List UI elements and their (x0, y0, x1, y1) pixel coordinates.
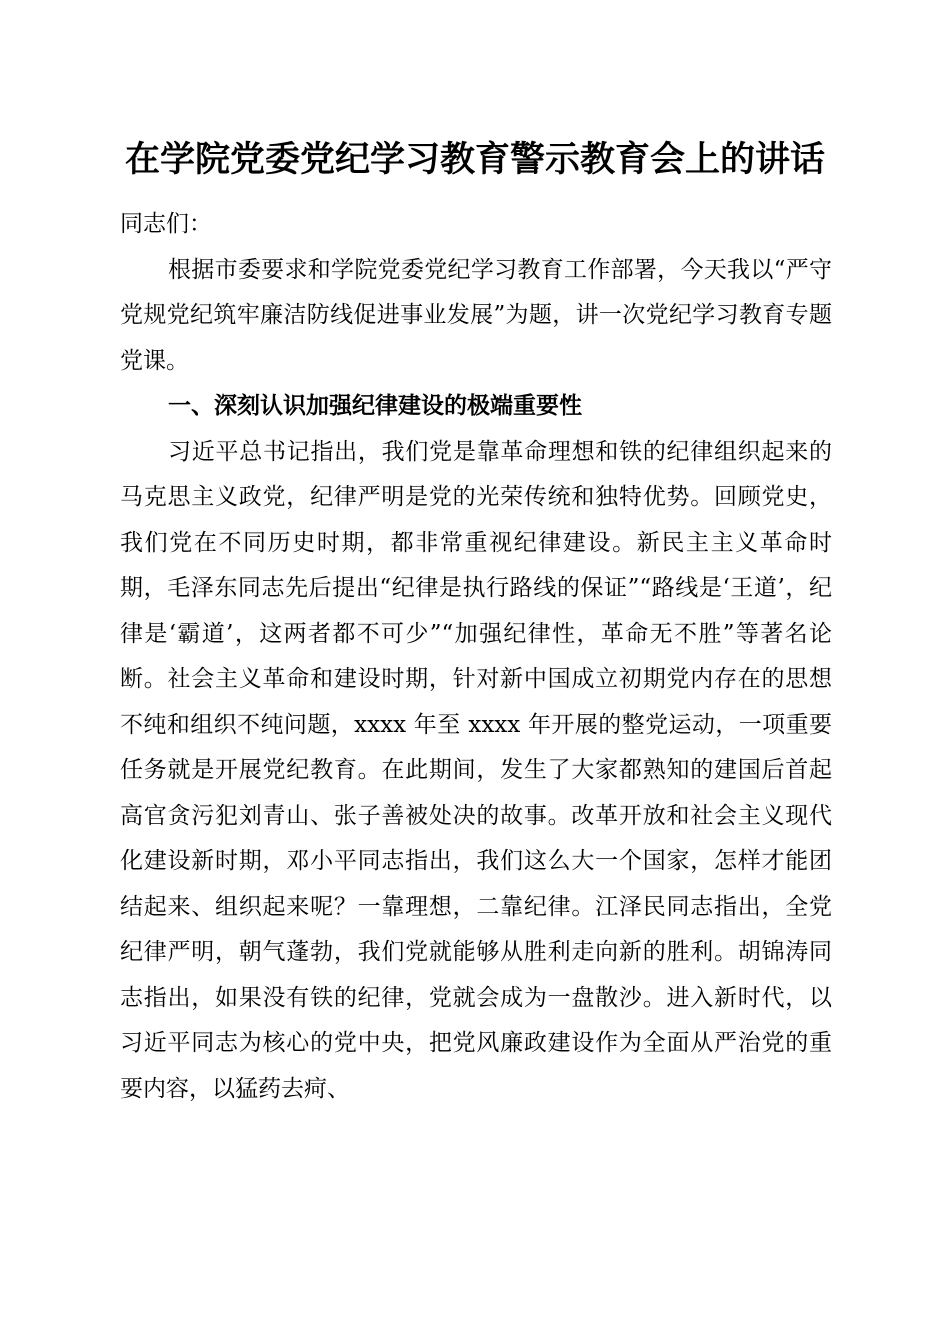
section-heading: 一、深刻认识加强纪律建设的极端重要性 (168, 393, 582, 419)
intro-paragraph: 根据市委要求和学院党委党纪学习教育工作部署，今天我以“严守党规党纪筑牢廉洁防线促进事业发展”为题，讲一次党纪学习教育专题党课。 (120, 256, 832, 374)
salutation: 同志们： (120, 211, 212, 237)
document-body (120, 202, 832, 1112)
document-title: 在学院党委党纪学习教育警示教育会上的讲话 (124, 139, 825, 180)
section-paragraph: 习近平总书记指出，我们党是靠革命理想和铁的纪律组织起来的马克思主义政党，纪律严明是党的光荣传统和独特优势。回顾党史，我们党在不同历史时期，都非常重视纪律建设。新民主主义革命时期，毛泽东同志先后提出“纪律是执行路线的保证”“路线是‘王道’，纪律是‘霸道’，这两者都不可少”“加强纪律性，革命无不胜”等著名论断。社会主义革命和建设时期，针对新中国成立初期党内存在的思想不纯和组织不纯问题，xxxx 年至 xxxx 年开展的整党运动，一项重要任务就是开展党纪教育。在此期间，发生了大家都熟知的建国后首起高官贪污犯刘青山、张子善被处决的故事。改革开放和社会主义现代化建设新时期，邓小平同志指出，我们这么大一个国家，怎样才能团结起来、组织起来呢？一靠理想，二靠纪律。江泽民同志指出，全党纪律严明，朝气蓬勃，我们党就能够从胜利走向新的胜利。胡锦涛同志指出，如果没有铁的纪律，党就会成为一盘散沙。进入新时代，以习近平同志为核心的党中央，把党风廉政建设作为全面从严治党的重要内容，以猛药去疴、 (120, 438, 832, 1102)
